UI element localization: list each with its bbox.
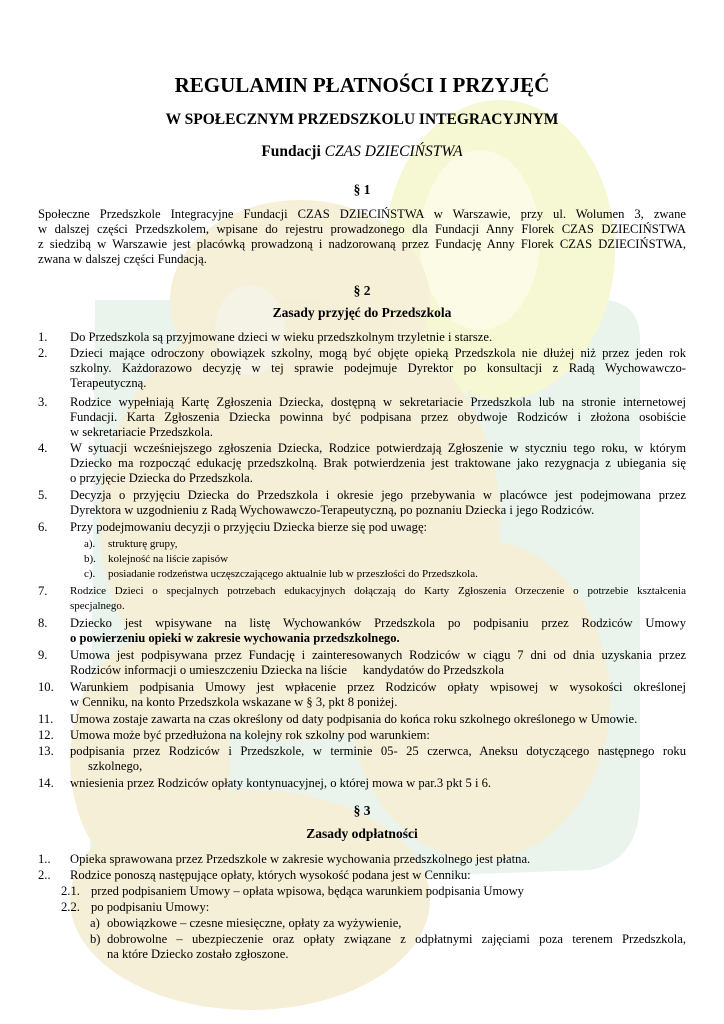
- list-number: 10.: [38, 680, 54, 694]
- list-item-line: Decyzja o przyjęciu Dziecka do Przedszkola i okresie jego przebywania w placówce jest podejmowana przez: [70, 488, 686, 502]
- list-item-line: Umowa może być przedłużona na kolejny rok szkolny pod warunkiem:: [70, 728, 430, 742]
- list-item-line: Rodzice ponoszą następujące opłaty, których wysokość podana jest w Cenniku:: [70, 868, 471, 882]
- document-subtitle: W SPOŁECZNYM PRZEDSZKOLU INTEGRACYJNYM: [165, 111, 559, 128]
- list-item-line: Rodziców informacji o umieszczeniu Dziecka na liście kandydatów do Przedszkola: [70, 663, 504, 677]
- list-item-line: Rodzice Dzieci o specjalnych potrzebach edukacyjnych dołączają do Karty Zgłoszenia Orzeczenie o potrzebie kształcenia: [70, 585, 686, 597]
- sublist-item: posiadanie rodzeństwa uczęszczającego aktualnie lub w przeszłości do Przedszkola.: [108, 568, 478, 580]
- list-number: 2..: [38, 868, 51, 882]
- sublist-number: 2.1.: [61, 884, 80, 898]
- list-number: 6.: [38, 520, 48, 534]
- list-item-line: Opieka sprawowana przez Przedszkole w zakresie wychowania przedszkolnego jest płatna.: [70, 852, 531, 866]
- sublist-item: strukturę grupy,: [108, 538, 178, 550]
- list-item-line: Przy podejmowaniu decyzji o przyjęciu Dziecka bierze się pod uwagę:: [70, 520, 428, 534]
- sublist-letter: b): [90, 932, 101, 946]
- section-2-heading: § 2: [353, 283, 371, 298]
- sublist-number: 2.2.: [61, 900, 80, 914]
- sublist-letter: c).: [84, 568, 96, 580]
- list-item-line: Terapeutyczną.: [70, 376, 147, 390]
- list-item-line: szkolnego,: [88, 759, 143, 773]
- list-number: 8.: [38, 616, 48, 630]
- list-item-line: specjalnego.: [70, 600, 125, 612]
- list-item-line: szkolny. Każdorazowo decyzję w tej sprawie podejmuje Dyrektor po konsultacji z Radą Wychowawczo-: [70, 361, 686, 375]
- list-number: 11.: [38, 712, 54, 726]
- list-item-line: Dyrektora w uzgodnieniu z Radą Wychowawczo-Terapeutyczną, po poznaniu Dziecka i jego Rodziców.: [70, 503, 595, 517]
- list-number: 5.: [38, 488, 48, 502]
- list-item-line: Dziecko ma rozpocząć edukację przedszkolną. Brak potwierdzenia jest traktowane jako rezygnacja z ubiegania się: [70, 456, 686, 470]
- list-number: 1..: [38, 852, 51, 866]
- foundation-line: [0, 143, 724, 161]
- list-item-line: Rodzice wypełniają Kartę Zgłoszenia Dziecka, dostępną w sekretariacie Przedszkola lub na stronie internetowej: [70, 395, 686, 409]
- section-1-heading: § 1: [353, 182, 371, 197]
- list-number: 14.: [38, 776, 54, 790]
- list-number: 9.: [38, 648, 48, 662]
- sublist-item: przed podpisaniem Umowy – opłata wpisowa, będąca warunkiem podpisania Umowy: [91, 884, 524, 898]
- list-item-line: Dziecko jest wpisywane na listę Wychowanków Przedszkola po podpisaniu przez Rodziców Umowy: [70, 616, 686, 630]
- list-item-line: o przyjęcie Dziecka do Przedszkola.: [70, 471, 253, 485]
- list-item-line: w sekretariacie Przedszkola.: [70, 425, 214, 439]
- list-item-line: Do Przedszkola są przyjmowane dzieci w wieku przedszkolnym trzyletnie i starsze.: [70, 330, 493, 344]
- list-item-line: Fundacji. Karta Zgłoszenia Dziecka powinna być podpisana przez obydwoje Rodziców i złożona osobiście: [70, 410, 686, 424]
- sublist-item: kolejność na liście zapisów: [108, 553, 229, 565]
- list-item-line: Warunkiem podpisania Umowy jest wpłacenie przez Rodziców opłaty wpisowej w wysokości określonej: [70, 680, 686, 694]
- list-item-line: Umowa zostaje zawarta na czas określony od daty podpisania do końca roku szkolnego określonego w Umowie.: [70, 712, 638, 726]
- list-item-line: Dzieci mające odroczony obowiązek szkolny, mogą być objęte opieką Przedszkola nie dłużej niż przez jeden rok: [70, 346, 686, 360]
- list-number: 3.: [38, 395, 48, 409]
- list-number: 12.: [38, 728, 54, 742]
- list-item-line: W sytuacji wcześniejszego zgłoszenia Dziecka, Rodzice potwierdzają Zgłoszenie w styczniu tego roku, w którym: [70, 441, 686, 455]
- list-item-line: o powierzeniu opieki w zakresie wychowania przedszkolnego.: [70, 631, 400, 645]
- sublist-letter: a): [90, 916, 100, 930]
- sublist-item: na które Dziecko zostało zgłoszone.: [107, 947, 289, 961]
- sublist-letter: b).: [84, 553, 96, 565]
- sublist-letter: a).: [84, 538, 96, 550]
- section-1-line: w dalszej części Przedszkolem, wpisane do rejestru prowadzonego dla Fundacji Anny Florek CZAS DZIECIŃSTWA: [38, 222, 686, 236]
- section-2-subheading: Zasady przyjęć do Przedszkola: [272, 305, 452, 320]
- section-3-heading: § 3: [353, 803, 371, 818]
- sublist-item: dobrowolne – ubezpieczenie oraz opłaty związane z odpłatnymi zajęciami poza terenem Przedszkola,: [107, 932, 686, 946]
- list-number: 1.: [38, 330, 48, 344]
- list-item-line: podpisania przez Rodziców i Przedszkole, w terminie 05- 25 czerwca, Aneksu dotyczącego następnego roku: [70, 744, 686, 758]
- list-number: 7.: [38, 584, 48, 598]
- list-number: 4.: [38, 441, 48, 455]
- foundation-name: CZAS DZIECIŃSTWA: [324, 143, 463, 160]
- section-3-subheading: Zasady odpłatności: [306, 826, 418, 841]
- list-number: 13.: [38, 744, 54, 758]
- sublist-item: po podpisaniu Umowy:: [91, 900, 210, 914]
- document-title: REGULAMIN PŁATNOŚCI I PRZYJĘĆ: [174, 73, 550, 97]
- section-1-line: zwana w dalszej części Fundacją.: [38, 252, 207, 266]
- section-1-line: Społeczne Przedszkole Integracyjne Fundacji CZAS DZIECIŃSTWA w Warszawie, przy ul. Wolumen 3, zwane: [38, 207, 686, 221]
- list-number: 2.: [38, 346, 48, 360]
- section-1-line: z siedzibą w Warszawie jest placówką prowadzoną i nadzorowaną przez Fundację Anny Florek CZAS DZIECIŃSTWA,: [38, 237, 686, 251]
- sublist-item: obowiązkowe – czesne miesięczne, opłaty za wyżywienie,: [107, 916, 402, 930]
- foundation-prefix: Fundacji: [261, 143, 321, 160]
- list-item-line: wniesienia przez Rodziców opłaty kontynuacyjnej, o której mowa w par.3 pkt 5 i 6.: [70, 776, 492, 790]
- list-item-line: w Cenniku, na konto Przedszkola wskazane w § 3, pkt 8 poniżej.: [70, 695, 398, 709]
- list-item-line: Umowa jest podpisywana przez Fundację i zainteresowanych Rodziców w ciągu 7 dni od dnia uzyskania przez: [70, 648, 686, 662]
